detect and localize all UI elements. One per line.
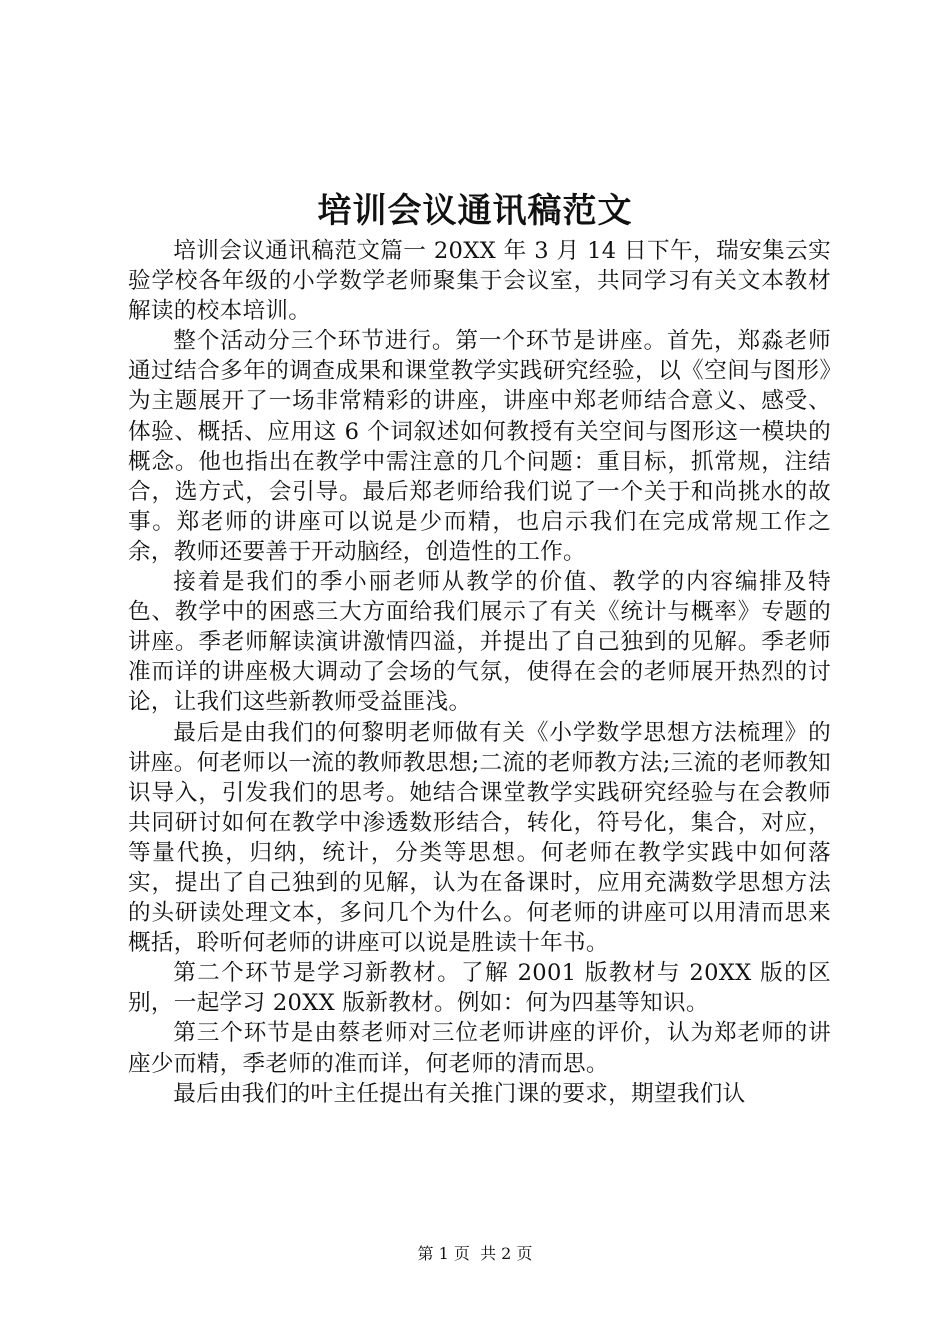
document-title: 培训会议通讯稿范文 — [317, 191, 633, 231]
paragraph-6: 第三个环节是由蔡老师对三位老师讲座的评价，认为郑老师的讲座少而精，季老师的准而详，何老师的清而思。 — [128, 1020, 831, 1077]
paragraph-1: 培训会议通讯稿范文篇一 20XX 年 3 月 14 日下午，瑞安集云实验学校各年级的小学数学老师聚集于会议室，共同学习有关文本教材解读的校本培训。 — [128, 238, 831, 325]
document-body — [128, 236, 831, 1109]
page-number-footer: 第 1 页 共 2 页 — [417, 1244, 533, 1263]
paragraph-2: 整个活动分三个环节进行。第一个环节是讲座。首先，郑淼老师通过结合多年的调查成果和课堂教学实践研究经验，以《空间与图形》为主题展开了一场非常精彩的讲座，讲座中郑老师结合意义、感受、体验、概括、应用这 6 个词叙述如何教授有关空间与图形这一模块的概念。他也指出在教学中需注意的几个问题：重目标，抓常规，注结合，选方式，会引导。最后郑老师给我们说了一个关于和尚挑水的故事。郑老师的讲座可以说是少而精，也启示我们在完成常规工作之余，教师还要善于开动脑经，创造性的工作。 — [128, 328, 831, 565]
paragraph-5: 第二个环节是学习新教材。了解 2001 版教材与 20XX 版的区别，一起学习 20XX 版新教材。例如：何为四基等知识。 — [128, 960, 831, 1017]
paragraph-7: 最后由我们的叶主任提出有关推门课的要求，期望我们认 — [173, 1080, 746, 1107]
paragraph-3: 接着是我们的季小丽老师从教学的价值、教学的内容编排及特色、教学中的困惑三大方面给我们展示了有关《统计与概率》专题的讲座。季老师解读演讲激情四溢，并提出了自己独到的见解。季老师准而详的讲座极大调动了会场的气氛，使得在会的老师展开热烈的讨论，让我们这些新教师受益匪浅。 — [128, 569, 831, 716]
paragraph-4: 最后是由我们的何黎明老师做有关《小学数学思想方法梳理》的讲座。何老师以一流的教师教思想;二流的老师教方法;三流的老师教知识导入，引发我们的思考。她结合课堂教学实践研究经验与在会教师共同研讨如何在教学中渗透数形结合，转化，符号化，集合，对应，等量代换，归纳，统计，分类等思想。何老师在教学实践中如何落实，提出了自己独到的见解，认为在备课时，应用充满数学思想方法的头研读处理文本，多问几个为什么。何老师的讲座可以用清而思来概括，聆听何老师的讲座可以说是胜读十年书。 — [128, 719, 831, 957]
